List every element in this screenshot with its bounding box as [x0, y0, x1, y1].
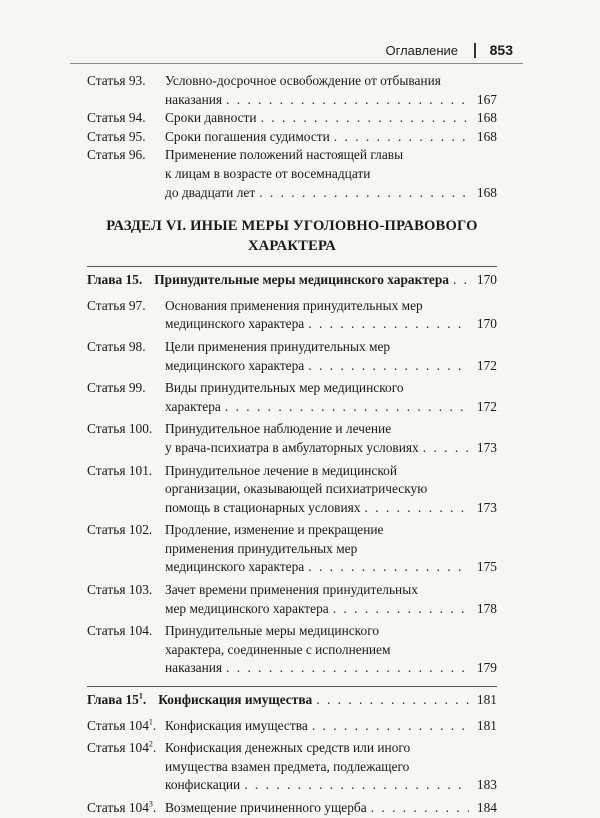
page-ref: 181: [476, 692, 497, 708]
article-label: Статья $104^3$.: [87, 799, 157, 815]
page-ref: 184: [476, 800, 497, 815]
article-label: Статья 96.: [87, 147, 146, 163]
entry-line-last: наказания: [165, 660, 223, 676]
article-label: Статья 93.: [87, 73, 146, 88]
article-label: Статья 98.: [87, 338, 146, 354]
toc-entry-article-95[interactable]: [87, 128, 497, 147]
toc-entry-article-101[interactable]: [87, 462, 497, 518]
entry-line-last: конфискации: [165, 777, 241, 793]
page-ref: 173: [476, 499, 497, 515]
leader-dots: [225, 398, 469, 417]
page-ref: 167: [476, 91, 497, 107]
entry-line: к лицам в возрасте от восемнадцати: [165, 165, 371, 181]
article-label: Статья 104.: [87, 623, 153, 639]
toc-chapter-15[interactable]: [87, 266, 497, 290]
leader-dots: [259, 184, 469, 203]
toc-entry-article-104-3[interactable]: [87, 799, 497, 818]
page-ref: 173: [476, 439, 497, 455]
chapter-name: Конфискация имущества: [158, 692, 313, 708]
entry-line-last: медицинского характера: [165, 357, 305, 373]
leader-dots: [226, 659, 469, 678]
toc-entry-article-94[interactable]: [87, 109, 497, 128]
page-ref: 172: [476, 398, 497, 414]
toc-entry-article-97[interactable]: [87, 297, 497, 334]
article-label: Статья $104^2$.: [87, 739, 157, 756]
section-heading: [87, 216, 497, 256]
entry-line-last: у врача-психиатра в амбулаторных условиях: [165, 439, 419, 455]
toc-entry-article-102[interactable]: [87, 521, 497, 577]
header-page-number: 853: [489, 42, 513, 58]
chapter-title: [87, 271, 449, 290]
entry-line: организации, оказывающей психиатрическую: [165, 481, 428, 497]
toc-entry-article-98[interactable]: [87, 338, 497, 375]
table-of-contents: [87, 72, 497, 818]
header-divider: [474, 43, 476, 58]
chapter-number: Глава 15.: [87, 272, 143, 288]
page-ref: 170: [476, 316, 497, 332]
entry-line: Принудительное лечение в медицинской: [165, 462, 398, 478]
leader-dots: [308, 357, 469, 376]
entry-line: Основания применения принудительных мер: [165, 297, 423, 313]
article-label: Статья 102.: [87, 522, 153, 538]
entry-line-last: помощь в стационарных условиях: [165, 499, 361, 515]
entry-line: Продление, изменение и прекращение: [165, 522, 384, 538]
page-ref: 168: [476, 110, 497, 126]
chapter-number: Глава $15^1$.: [87, 691, 147, 708]
toc-entry-article-99[interactable]: [87, 379, 497, 416]
article-label: Статья 99.: [87, 380, 146, 396]
article-label: Статья 100.: [87, 421, 153, 437]
entry-line-last: Конфискация имущества: [165, 717, 308, 733]
article-label: Статья 95.: [87, 128, 146, 144]
header-title: Оглавление: [385, 43, 458, 58]
entry-line-last: наказания: [165, 91, 223, 107]
entry-line: Виды принудительных мер медицинского: [165, 380, 404, 396]
leader-dots: [333, 600, 469, 619]
entry-line: Применение положений настоящей главы: [165, 147, 404, 163]
toc-chapter-15-1[interactable]: [87, 686, 497, 710]
entry-line: Условно-досрочное освобождение от отбывания: [165, 73, 441, 88]
chapter-title: [87, 691, 312, 710]
entry-line-last: мер медицинского характера: [165, 600, 329, 616]
section-heading-line-2: ХАРАКТЕРА: [247, 238, 337, 255]
entry-line: Цели применения принудительных мер: [165, 338, 391, 354]
toc-entry-article-93[interactable]: [87, 72, 497, 109]
leader-dots: [244, 776, 469, 795]
toc-entry-article-104[interactable]: [87, 622, 497, 678]
leader-dots: [226, 91, 469, 110]
entry-line-last: Возмещение причиненного ущерба: [165, 800, 367, 815]
page-ref: 183: [476, 777, 497, 793]
article-label: Статья $104^1$.: [87, 717, 157, 733]
entry-line: Принудительное наблюдение и лечение: [165, 421, 392, 437]
section-heading-line-1: РАЗДЕЛ VI. ИНЫЕ МЕРЫ УГОЛОВНО-ПРАВОВОГО: [106, 218, 478, 235]
entry-line: Принудительные меры медицинского: [165, 623, 380, 639]
entry-line-last: медицинского характера: [165, 316, 305, 332]
article-label: Статья 103.: [87, 582, 153, 598]
leader-dots: [308, 558, 469, 577]
article-label: Статья 101.: [87, 462, 153, 478]
page-ref: 181: [476, 717, 497, 733]
toc-entry-article-104-2[interactable]: [87, 739, 497, 795]
leader-dots: [365, 499, 469, 518]
entry-line: Конфискация денежных средств или иного: [165, 740, 411, 756]
toc-entry-article-103[interactable]: [87, 581, 497, 618]
leader-dots: [371, 799, 469, 818]
entry-line: характера, соединенные с исполнением: [165, 641, 391, 657]
entry-line-last: Сроки давности: [165, 110, 257, 126]
toc-entry-article-104-1[interactable]: [87, 717, 497, 736]
leader-dots: [261, 109, 469, 128]
entry-line: Зачет времени применения принудительных: [165, 582, 418, 598]
article-label: Статья 97.: [87, 297, 146, 313]
leader-dots: [423, 439, 469, 458]
article-label: Статья 94.: [87, 110, 146, 126]
page-ref: 168: [476, 128, 497, 144]
page-ref: 172: [476, 357, 497, 373]
entry-line-last: Сроки погашения судимости: [165, 128, 330, 144]
page-ref: 175: [476, 559, 497, 575]
leader-dots: [312, 717, 469, 736]
leader-dots: [316, 691, 469, 710]
leader-dots: [334, 128, 469, 147]
page-ref: 178: [476, 600, 497, 616]
entry-line-last: характера: [165, 398, 221, 414]
leader-dots: [308, 315, 469, 334]
entry-line-last: медицинского характера: [165, 559, 305, 575]
toc-entry-article-100[interactable]: [87, 420, 497, 457]
leader-dots: [453, 271, 469, 290]
toc-entry-article-96[interactable]: [87, 146, 497, 202]
chapter-name: Принудительные меры медицинского характера: [154, 272, 449, 288]
running-header: [70, 35, 523, 64]
entry-line: имущества взамен предмета, подлежащего: [165, 758, 410, 774]
page-ref: 170: [476, 272, 497, 288]
page-ref: 179: [476, 660, 497, 676]
entry-line-last: до двадцати лет: [165, 184, 256, 200]
page-ref: 168: [476, 184, 497, 200]
entry-line: применения принудительных мер: [165, 540, 358, 556]
